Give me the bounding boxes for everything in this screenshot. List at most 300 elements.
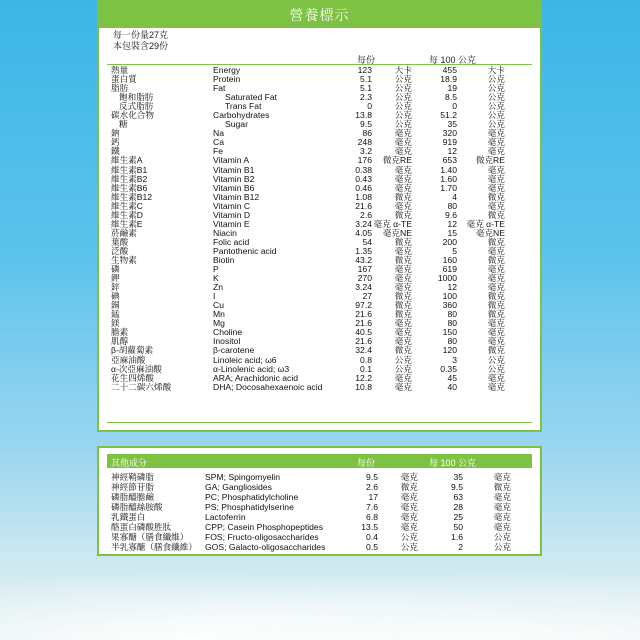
per-100g-value: 360 (442, 300, 457, 311)
nutrient-name-en: α-Linolenic acid; ω3 (213, 363, 290, 374)
per-serving-unit: 毫克 (394, 282, 412, 293)
per-100g-value: 320 (442, 128, 457, 139)
per-100g-unit: 毫克 α-TE (466, 218, 505, 229)
per-100g-value: 0 (452, 101, 457, 112)
nutrient-name-zh: 糖 (119, 119, 128, 130)
ingredient-name-zh: 果寡醣（膳食纖維） (111, 532, 189, 542)
nutrition-row (111, 383, 505, 392)
per-serving-unit: 毫克 (394, 372, 412, 383)
nutrient-name-zh: 脂肪 (111, 83, 129, 94)
per-serving-unit: 毫克 (394, 264, 412, 275)
other-row (111, 522, 511, 532)
nutrient-name-zh: 泛酸 (111, 245, 129, 256)
other-header-bar (107, 454, 532, 468)
nutrient-name-en: Pantothenic acid (213, 245, 277, 256)
per-100g-value: 80 (447, 309, 457, 320)
per-serving-unit: 大卡 (394, 65, 412, 76)
per-serving-value: 40.5 (355, 327, 372, 338)
per-serving-value: 9.5 (360, 119, 372, 130)
per-serving-value: 2.3 (360, 92, 372, 103)
nutrient-name-zh: 維生素A (111, 155, 143, 166)
per-serving-value: 54 (362, 236, 372, 247)
per-serving-unit: 公克 (394, 83, 412, 94)
per-100g-unit: 毫克 (487, 318, 505, 329)
per-serving-value: 5.1 (360, 74, 372, 85)
per-100g-value: 80 (447, 336, 457, 347)
ingredient-name-zh: 磷脂醯絲胺酸 (111, 502, 163, 512)
column-header (107, 52, 532, 65)
nutrition-table (111, 66, 505, 392)
nutrient-name-en: Vitamin B12 (213, 191, 260, 202)
ingredient-name-en: Lactoferrin (205, 512, 246, 522)
ingredient-name-zh: 乳鐵蛋白 (111, 512, 146, 522)
per-serving-value: 176 (357, 155, 372, 166)
nutrient-name-zh: 鋅 (111, 282, 120, 293)
per-serving-unit: 公克 (394, 92, 412, 103)
per-100g-unit: 毫克 (487, 137, 505, 148)
per-serving-value: 0.5 (366, 542, 378, 552)
nutrient-name-zh: 磷 (111, 264, 120, 275)
nutrient-name-zh: 肌醇 (111, 336, 129, 347)
nutrient-name-zh: 維生素B2 (111, 173, 148, 184)
nutrition-row (111, 75, 505, 84)
per-serving-unit: 公克 (394, 354, 412, 365)
nutrient-name-en: ARA; Arachidonic acid (213, 372, 299, 383)
per-100g-unit: 毫克 (487, 282, 505, 293)
per-serving-value: 0.1 (360, 363, 372, 374)
per-100g-unit: 公克 (487, 363, 505, 374)
per-serving-unit: 微克 (394, 191, 412, 202)
per-serving-unit: 微克 (394, 291, 412, 302)
per-serving-value: 6.8 (366, 512, 378, 522)
nutrient-name-en: Zn (213, 282, 224, 293)
nutrient-name-en: Fe (213, 146, 224, 157)
ingredient-name-en: CPP; Casein Phosphopeptides (205, 522, 324, 532)
per-100g-unit: 毫克 (487, 264, 505, 275)
per-serving-unit: 毫克 (394, 381, 412, 392)
per-serving-value: 13.5 (361, 522, 378, 532)
per-serving-unit: 毫克 (394, 146, 412, 157)
nutrition-row (111, 238, 505, 247)
nutrient-name-zh: 反式脂肪 (119, 101, 154, 112)
per-serving-value: 4.05 (355, 227, 372, 238)
nutrient-name-zh: 維生素D (111, 209, 143, 220)
per-serving-value: 0.38 (355, 164, 372, 175)
per-100g-unit: 毫克 (487, 173, 505, 184)
nutrition-row (111, 301, 505, 310)
per-100g-unit: 公克 (487, 92, 505, 103)
per-100g-value: 919 (442, 137, 457, 148)
per-serving-unit: 毫克 (394, 128, 412, 139)
per-100g-value: 51.2 (440, 110, 457, 121)
per-100g-value: 9.5 (451, 482, 463, 492)
per-serving-value: 7.6 (366, 502, 378, 512)
nutrition-row (111, 193, 505, 202)
nutrient-name-zh: 碘 (111, 291, 120, 302)
per-100g-unit: 毫克 (493, 492, 511, 502)
per-100g-value: 25 (453, 512, 463, 522)
nutrient-name-en: Cu (213, 300, 224, 311)
nutrient-name-en: Vitamin E (213, 218, 250, 229)
nutrient-name-zh: 維生素C (111, 200, 143, 211)
other-table (111, 472, 511, 552)
nutrition-row (111, 93, 505, 102)
nutrient-name-zh: 飽和脂肪 (119, 92, 154, 103)
nutrition-row (111, 184, 505, 193)
ingredient-name-zh: 神經節苷脂 (111, 482, 154, 492)
per-serving-unit: 微克 (400, 482, 418, 492)
per-serving-unit: 公克 (394, 101, 412, 112)
nutrient-name-en: Saturated Fat (225, 92, 278, 103)
per-100g-unit: 微克 (487, 191, 505, 202)
per-serving-unit: 公克 (400, 542, 418, 552)
nutrient-name-zh: 錳 (111, 309, 120, 320)
serving-size: 每一份量27克 (113, 30, 169, 40)
nutrient-name-en: Vitamin D (213, 209, 251, 220)
per-100g-value: 12 (447, 146, 457, 157)
per-100g-unit: 毫克NE (475, 227, 505, 238)
per-serving-value: 123 (357, 65, 372, 76)
other-row (111, 502, 511, 512)
per-100g-value: 4 (452, 191, 457, 202)
per-serving-unit: 毫克 (400, 492, 418, 502)
per-serving-unit: 毫克 (394, 318, 412, 329)
per-serving-unit: 微克 (394, 255, 412, 265)
per-serving-unit: 公克 (394, 119, 412, 130)
per-100g-value: 1.40 (440, 164, 457, 175)
per-serving-value: 0.46 (355, 182, 372, 193)
per-serving-unit: 毫克 (394, 173, 412, 184)
per-serving-value: 97.2 (355, 300, 372, 311)
per-serving-value: 5.1 (360, 83, 372, 94)
per-100g-value: 0.35 (440, 363, 457, 374)
nutrient-name-en: Biotin (213, 255, 235, 265)
per-100g-unit: 毫克 (493, 472, 511, 482)
nutrient-name-en: Trans Fat (225, 101, 262, 112)
nutrient-name-zh: 花生四烯酸 (111, 372, 154, 383)
nutrient-name-en: Sugar (225, 119, 248, 130)
nutrient-name-en: Carbohydrates (213, 110, 270, 121)
per-serving-value: 10.8 (355, 381, 372, 392)
per-serving-unit: 毫克 (400, 512, 418, 522)
per-100g-unit: 微克 (487, 209, 505, 220)
table-bottom-rule (107, 422, 532, 423)
per-100g-value: 653 (442, 155, 457, 166)
nutrient-name-zh: 蛋白質 (111, 74, 137, 85)
per-serving-value: 43.2 (355, 255, 372, 265)
nutrient-name-en: Vitamin A (213, 155, 250, 166)
other-title: 其他成分 (111, 458, 148, 468)
per-serving-value: 2.6 (360, 209, 372, 220)
nutrient-name-zh: 鉀 (111, 273, 120, 284)
per-serving-unit: 毫克 (394, 200, 412, 211)
per-serving-unit: 公克 (394, 363, 412, 374)
servings-per-pack: 本包裝含29份 (113, 41, 169, 51)
per-100g-value: 200 (442, 236, 457, 247)
per-serving-value: 32.4 (355, 345, 372, 356)
nutrient-name-zh: 碳水化合物 (111, 110, 154, 121)
per-100g-value: 35 (453, 472, 463, 482)
nutrient-name-zh: 維生素B12 (111, 191, 153, 202)
per-serving-value: 248 (357, 137, 372, 148)
per-100g-unit: 公克 (487, 119, 505, 130)
per-serving-unit: 微克 (394, 345, 412, 356)
other-row (111, 482, 511, 492)
nutrient-name-en: Vitamin B2 (213, 173, 255, 184)
nutrient-name-zh: 銅 (111, 300, 120, 311)
per-serving-unit: 微克RE (382, 155, 412, 166)
per-100g-value: 12 (447, 282, 457, 293)
per-100g-value: 1.70 (440, 182, 457, 193)
ingredient-name-en: PS; Phosphatidylserine (205, 502, 294, 512)
ingredient-name-zh: 磷脂醯膽鹼 (111, 492, 154, 502)
per-serving-value: 270 (357, 273, 372, 284)
nutrient-name-zh: 生物素 (111, 255, 137, 265)
nutrient-name-en: Ca (213, 137, 224, 148)
per-100g-value: 1000 (437, 273, 457, 284)
per-100g-value: 2 (458, 542, 463, 552)
per-100g-unit: 毫克 (487, 245, 505, 256)
nutrient-name-en: Vitamin B6 (213, 182, 255, 193)
nutrition-row (111, 346, 505, 355)
per-100g-value: 455 (442, 65, 457, 76)
per-serving-value: 21.6 (355, 200, 372, 211)
per-serving-value: 0.4 (366, 532, 378, 542)
per-100g-value: 50 (453, 522, 463, 532)
per-serving-value: 21.6 (355, 336, 372, 347)
per-serving-value: 2.6 (366, 482, 378, 492)
per-100g-value: 19 (447, 83, 457, 94)
nutrient-name-zh: 維生素B6 (111, 182, 148, 193)
per-100g-unit: 微克 (487, 345, 505, 356)
per-100g-value: 12 (447, 218, 457, 229)
per-serving-unit: 毫克 (400, 502, 418, 512)
per-100g-value: 18.9 (440, 74, 457, 85)
per-serving-value: 21.6 (355, 318, 372, 329)
per-100g-unit: 毫克 (493, 512, 511, 522)
per-serving-unit: 毫克 (394, 245, 412, 256)
per-serving-unit: 微克 (394, 236, 412, 247)
per-100g-value: 8.5 (445, 92, 457, 103)
nutrition-facts-panel (97, 0, 542, 432)
per-serving-value: 0.43 (355, 173, 372, 184)
per-serving-unit: 毫克 (394, 336, 412, 347)
nutrient-name-en: Choline (213, 327, 243, 338)
per-serving-value: 17 (368, 492, 378, 502)
per-100g-value: 45 (447, 372, 457, 383)
per-100g-unit: 公克 (487, 110, 505, 121)
per-serving-value: 13.8 (355, 110, 372, 121)
nutrient-name-en: Vitamin B1 (213, 164, 255, 175)
per-serving-value: 9.5 (366, 472, 378, 482)
nutrient-name-en: Vitamin C (213, 200, 251, 211)
nutrient-name-zh: 葉酸 (111, 236, 129, 247)
other-row (111, 542, 511, 552)
nutrient-name-zh: 鈣 (111, 137, 120, 148)
nutrient-name-en: Energy (213, 65, 241, 76)
per-serving-unit: 公克 (400, 532, 418, 542)
nutrition-row (111, 138, 505, 147)
per-100g-unit: 微克 (487, 236, 505, 247)
per-serving-unit: 微克 (394, 300, 412, 311)
per-100g-unit: 毫克 (487, 128, 505, 139)
nutrient-name-en: Protein (213, 74, 241, 85)
other-row (111, 512, 511, 522)
nutrient-name-en: Mn (213, 309, 225, 320)
per-100g-value: 5 (452, 245, 457, 256)
nutrient-name-en: Folic acid (213, 236, 250, 247)
per-100g-unit: 毫克 (487, 146, 505, 157)
background-clouds (0, 560, 640, 640)
nutrition-row (111, 111, 505, 120)
per-100g-unit: 公克 (487, 101, 505, 112)
nutrient-name-en: Linoleic acid; ω6 (213, 354, 277, 365)
per-serving-unit: 毫克 (394, 164, 412, 175)
per-100g-unit: 公克 (493, 542, 511, 552)
per-100g-unit: 毫克 (487, 372, 505, 383)
other-per-serving-header: 每份 (357, 458, 376, 468)
per-100g-unit: 微克 (487, 309, 505, 320)
per-serving-header: 每份 (357, 55, 376, 65)
per-serving-unit: 毫克 α-TE (373, 218, 412, 229)
nutrient-name-en: K (213, 273, 219, 284)
per-100g-unit: 毫克 (487, 381, 505, 392)
nutrient-name-zh: 膽素 (111, 327, 129, 338)
ingredient-name-zh: 半乳寡醣（膳食纖維） (111, 542, 197, 552)
nutrient-name-en: Niacin (213, 227, 237, 238)
per-serving-value: 0.8 (360, 354, 372, 365)
nutrition-row (111, 365, 505, 374)
per-100g-value: 80 (447, 200, 457, 211)
per-100g-unit: 毫克 (487, 200, 505, 211)
per-100g-unit: 大卡 (487, 65, 505, 76)
per-serving-unit: 毫克 (394, 327, 412, 338)
per-serving-value: 3.24 (355, 282, 372, 293)
nutrition-row (111, 220, 505, 229)
per-100g-unit: 毫克 (487, 273, 505, 284)
nutrition-row (111, 310, 505, 319)
other-ingredients-panel (97, 446, 542, 556)
per-100g-value: 80 (447, 318, 457, 329)
per-serving-value: 0 (367, 101, 372, 112)
nutrient-name-zh: 熱量 (111, 65, 129, 76)
ingredient-name-en: FOS; Fructo-oligosaccharides (205, 532, 319, 542)
serving-info (99, 28, 540, 52)
per-100g-unit: 微克 (487, 291, 505, 302)
per-100g-unit: 毫克 (487, 327, 505, 338)
per-100g-unit: 公克 (487, 83, 505, 94)
per-serving-value: 167 (357, 264, 372, 275)
ingredient-name-en: SPM; Spingomyelin (205, 472, 280, 482)
nutrient-name-zh: 維生素E (111, 218, 143, 229)
per-serving-unit: 毫克 (400, 472, 418, 482)
per-100g-value: 28 (453, 502, 463, 512)
nutrient-name-en: β-carotene (213, 345, 255, 356)
ingredient-name-en: PC; Phosphatidylcholine (205, 492, 299, 502)
per-serving-value: 1.35 (355, 245, 372, 256)
nutrient-name-zh: 鈉 (111, 128, 120, 139)
per-100g-unit: 微克 (487, 255, 505, 265)
per-100g-value: 1.6 (451, 532, 463, 542)
per-100g-unit: 毫克 (487, 336, 505, 347)
per-100g-value: 35 (447, 119, 457, 130)
per-100g-unit: 毫克 (493, 502, 511, 512)
per-100g-unit: 微克 (493, 482, 511, 492)
nutrient-name-en: DHA; Docosahexaenoic acid (213, 381, 323, 392)
nutrient-name-en: Na (213, 128, 224, 139)
nutrition-row (111, 211, 505, 220)
per-100g-unit: 公克 (487, 354, 505, 365)
ingredient-name-en: GOS; Galacto-oligosaccharides (205, 542, 326, 552)
per-100g-value: 3 (452, 354, 457, 365)
nutrition-title: 營養標示 (99, 2, 540, 28)
nutrient-name-zh: 亞麻油酸 (111, 354, 146, 365)
nutrient-name-zh: 鐵 (111, 146, 120, 157)
per-serving-value: 12.2 (355, 372, 372, 383)
per-100g-unit: 微克RE (475, 155, 505, 166)
nutrient-name-en: Fat (213, 83, 226, 94)
other-per-100g-header: 每 100 公克 (429, 458, 477, 468)
per-serving-unit: 毫克 (394, 273, 412, 284)
per-100g-value: 9.6 (445, 209, 457, 220)
per-serving-value: 27 (362, 291, 372, 302)
per-serving-unit: 微克 (394, 209, 412, 220)
per-100g-value: 63 (453, 492, 463, 502)
per-serving-unit: 毫克 (394, 137, 412, 148)
per-serving-unit: 公克 (394, 110, 412, 121)
per-serving-unit: 毫克 (394, 182, 412, 193)
per-serving-value: 3.24 (355, 218, 372, 229)
per-100g-value: 100 (442, 291, 457, 302)
per-100g-value: 160 (442, 255, 457, 265)
nutrition-row (111, 328, 505, 337)
other-row (111, 472, 511, 482)
ingredient-name-en: GA; Gangliosides (205, 482, 272, 492)
per-100g-unit: 公克 (493, 532, 511, 542)
other-row (111, 492, 511, 502)
other-row (111, 532, 511, 542)
nutrient-name-en: I (213, 291, 216, 302)
nutrient-name-zh: 鎂 (111, 318, 120, 329)
nutrition-row (111, 274, 505, 283)
per-100g-value: 1.60 (440, 173, 457, 184)
per-100g-unit: 公克 (487, 74, 505, 85)
per-100g-unit: 微克 (487, 300, 505, 311)
nutrient-name-en: P (213, 264, 219, 275)
per-100g-unit: 毫克 (487, 164, 505, 175)
per-100g-value: 150 (442, 327, 457, 338)
nutrient-name-zh: 維生素B1 (111, 164, 148, 175)
per-100g-value: 619 (442, 264, 457, 275)
nutrient-name-zh: 二十二碳六烯酸 (111, 381, 172, 392)
per-100g-value: 120 (442, 345, 457, 356)
per-serving-value: 21.6 (355, 309, 372, 320)
ingredient-name-zh: 酪蛋白磷酸胜肽 (111, 522, 172, 532)
per-serving-unit: 毫克 (400, 522, 418, 532)
per-100g-value: 15 (447, 227, 457, 238)
per-serving-value: 1.08 (355, 191, 372, 202)
nutrient-name-en: Mg (213, 318, 225, 329)
nutrient-name-zh: β-胡蘿蔔素 (111, 345, 154, 356)
ingredient-name-zh: 神經鞘磷脂 (111, 472, 154, 482)
per-serving-value: 3.2 (360, 146, 372, 157)
per-serving-value: 86 (362, 128, 372, 139)
per-serving-unit: 毫克NE (382, 227, 412, 238)
per-serving-unit: 微克 (394, 309, 412, 320)
per-100g-unit: 毫克 (487, 182, 505, 193)
per-100g-unit: 毫克 (493, 522, 511, 532)
per-100g-header: 每 100 公克 (429, 55, 477, 65)
